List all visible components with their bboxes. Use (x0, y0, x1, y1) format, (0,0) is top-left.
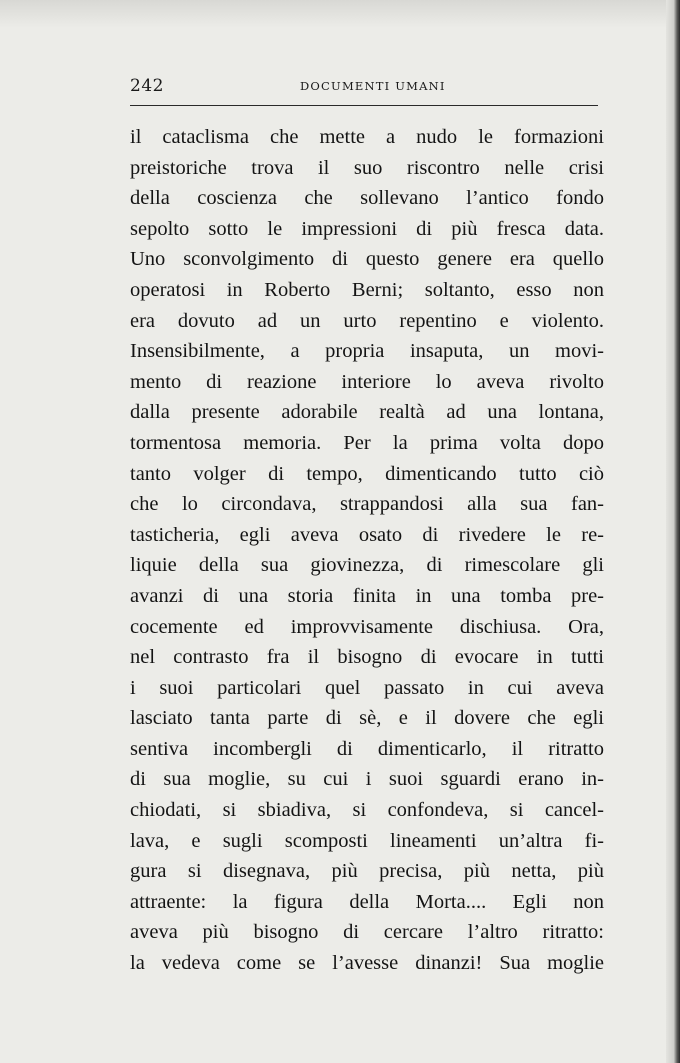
text-line: operatosi in Roberto Berni; soltanto, esso non (130, 278, 604, 301)
text-line: preistoriche trova il suo riscontro nelle crisi (130, 156, 604, 179)
text-line: lasciato tanta parte di sè, e il dovere che egli (130, 707, 604, 730)
text-line: della coscienza che sollevano l’antico fondo (130, 187, 604, 210)
text-line: dalla presente adorabile realtà ad una lontana, (130, 401, 604, 424)
running-header (130, 76, 598, 100)
running-title: DOCUMENTI UMANI (300, 79, 446, 93)
page-top-shadow (0, 0, 680, 28)
text-line: Insensibilmente, a propria insaputa, un movi- (130, 340, 604, 363)
text-line: il cataclisma che mette a nudo le formazioni (130, 126, 604, 148)
text-line: Uno sconvolgimento di questo genere era quello (130, 248, 604, 271)
text-line: aveva più bisogno di cercare l’altro ritratto: (130, 921, 604, 944)
text-line: lava, e sugli scomposti lineamenti un’altra fi- (130, 829, 604, 852)
header-rule (130, 105, 598, 106)
text-line: nel contrasto fra il bisogno di evocare in tutti (130, 646, 604, 669)
text-line: chiodati, si sbiadiva, si confondeva, si cancel- (130, 799, 604, 822)
text-line: mento di reazione interiore lo aveva rivolto (130, 370, 604, 393)
text-line: sentiva incombergli di dimenticarlo, il ritratto (130, 737, 604, 760)
text-line: tasticheria, egli aveva osato di rivedere le re- (130, 523, 604, 546)
text-line: tormentosa memoria. Per la prima volta dopo (130, 431, 604, 454)
text-line: cocemente ed improvvisamente dischiusa. Ora, (130, 615, 604, 638)
page-binding-edge (666, 0, 680, 1063)
text-line: sepolto sotto le impressioni di più fresca data. (130, 217, 604, 240)
page-number: 242 (130, 76, 164, 96)
body-text (130, 122, 604, 979)
text-line: gura si disegnava, più precisa, più netta, più (130, 860, 604, 883)
text-line: attraente: la figura della Morta.... Egli non (130, 890, 604, 913)
text-line: era dovuto ad un urto repentino e violento. (130, 309, 604, 332)
text-line: la vedeva come se l’avesse dinanzi! Sua moglie (130, 952, 604, 975)
text-line: di sua moglie, su cui i suoi sguardi erano in- (130, 768, 604, 791)
text-line: avanzi di una storia finita in una tomba pre- (130, 584, 604, 607)
text-line: i suoi particolari quel passato in cui aveva (130, 676, 604, 699)
text-line: che lo circondava, strappandosi alla sua fan- (130, 493, 604, 516)
text-line: tanto volger di tempo, dimenticando tutto ciò (130, 462, 604, 485)
text-line: liquie della sua giovinezza, di rimescolare gli (130, 554, 604, 577)
